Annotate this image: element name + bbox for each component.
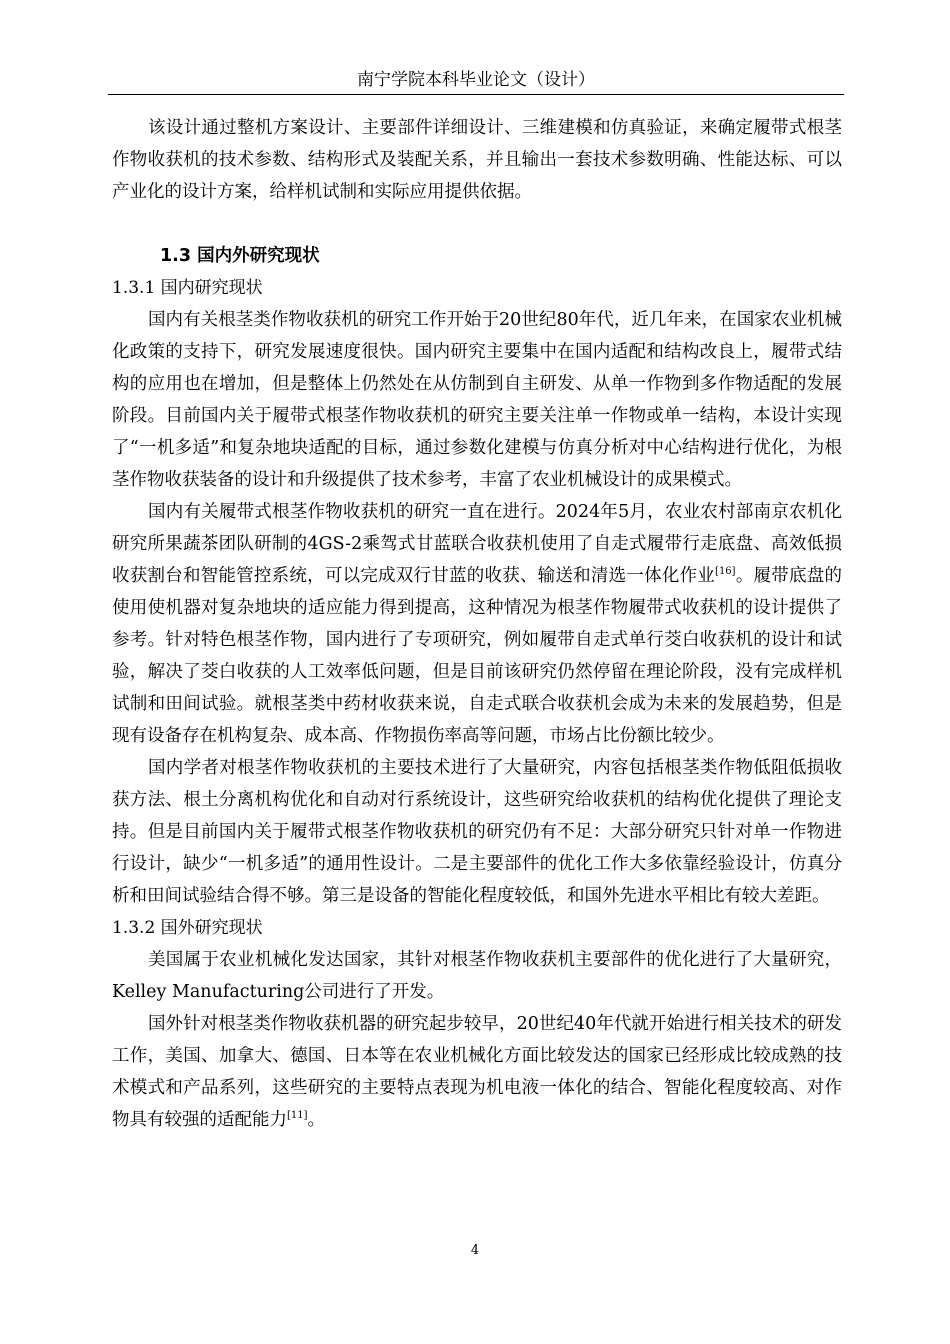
paragraph-domestic-2-text-b: 。履带底盘的使用使机器对复杂地块的适应能力得到提高，这种情况为根茎作物履带式收获机的设计提供了参考。针对特色根茎作物，国内进行了专项研究，例如履带自走式单行茭白收获机的设计和试验，解决了茭白收获的人工效率低问题，但是目前该研究仍然停留在理论阶段，没有完成样机试制和田间试验。就根茎类中药材收获来说，自走式联合收获机会成为未来的发展趋势，但是现有设备存在机构复杂、成本高、作物损伤率高等问题，市场占比份额比较少。: [112, 566, 842, 746]
subsection-heading-1-3-1: 1.3.1 国内研究现状: [112, 278, 263, 298]
section-heading-1-3: 1.3 国内外研究现状: [160, 246, 320, 266]
paragraph-foreign-2-text-a: 国外针对根茎类作物收获机器的研究起步较早，20世纪40年代就开始进行相关技术的研发工作，美国、加拿大、德国、日本等在农业机械化方面比较发达的国家已经形成比较成熟的技术模式和产品系列，这些研究的主要特点表现为机电液一体化的结合、智能化程度较高、对作物具有较强的适配能力: [112, 1014, 842, 1130]
paragraph-foreign-2: [112, 1008, 842, 1136]
subsection-heading-1-3-2: 1.3.2 国外研究现状: [112, 918, 263, 938]
paragraph-domestic-3: 国内学者对根茎作物收获机的主要技术进行了大量研究，内容包括根茎类作物低阻低损收获方法、根土分离机构优化和自动对行系统设计，这些研究给收获机的结构优化提供了理论支持。但是目前国内关于履带式根茎作物收获机的研究仍有不足：大部分研究只针对单一作物进行设计，缺少“一机多适”的通用性设计。二是主要部件的优化工作大多依靠经验设计，仿真分析和田间试验结合得不够。第三是设备的智能化程度较低，和国外先进水平相比有较大差距。: [112, 758, 842, 906]
paragraph-domestic-2: [112, 496, 842, 752]
body-text: [112, 112, 842, 1136]
paragraph-foreign-2-text-b: 。: [307, 1110, 326, 1130]
page-header: 南宁学院本科毕业论文（设计）: [108, 66, 844, 95]
paragraph-domestic-1: 国内有关根茎类作物收获机的研究工作开始于20世纪80年代，近几年来，在国家农业机械化政策的支持下，研究发展速度很快。国内研究主要集中在国内适配和结构改良上，履带式结构的应用也在增加，但是整体上仍然处在从仿制到自主研发、从单一作物到多作物适配的发展阶段。目前国内关于履带式根茎作物收获机的研究主要关注单一作物或单一结构，本设计实现了“一机多适”和复杂地块适配的目标，通过参数化建模与仿真分析对中心结构进行优化，为根茎作物收获装备的设计和升级提供了技术参考，丰富了农业机械设计的成果模式。: [112, 310, 842, 490]
page-number: 4: [470, 1243, 480, 1258]
intro-paragraph: 该设计通过整机方案设计、主要部件详细设计、三维建模和仿真验证，来确定履带式根茎作物收获机的技术参数、结构形式及装配关系，并且输出一套技术参数明确、性能达标、可以产业化的设计方案，给样机试制和实际应用提供依据。: [112, 118, 842, 202]
paragraph-domestic-2-text-a: 国内有关履带式根茎作物收获机的研究一直在进行。2024年5月，农业农村部南京农机化研究所果蔬茶团队研制的4GS-2乘驾式甘蓝联合收获机使用了自走式履带行走底盘、高效低损收获割台和智能管控系统，可以完成双行甘蓝的收获、输送和清选一体化作业: [112, 502, 842, 586]
citation-11: [11]: [287, 1110, 308, 1122]
paragraph-foreign-1: 美国属于农业机械化发达国家，其针对根茎作物收获机主要部件的优化进行了大量研究，Kelley Manufacturing公司进行了开发。: [112, 950, 842, 1002]
citation-16: [16]: [715, 566, 736, 578]
